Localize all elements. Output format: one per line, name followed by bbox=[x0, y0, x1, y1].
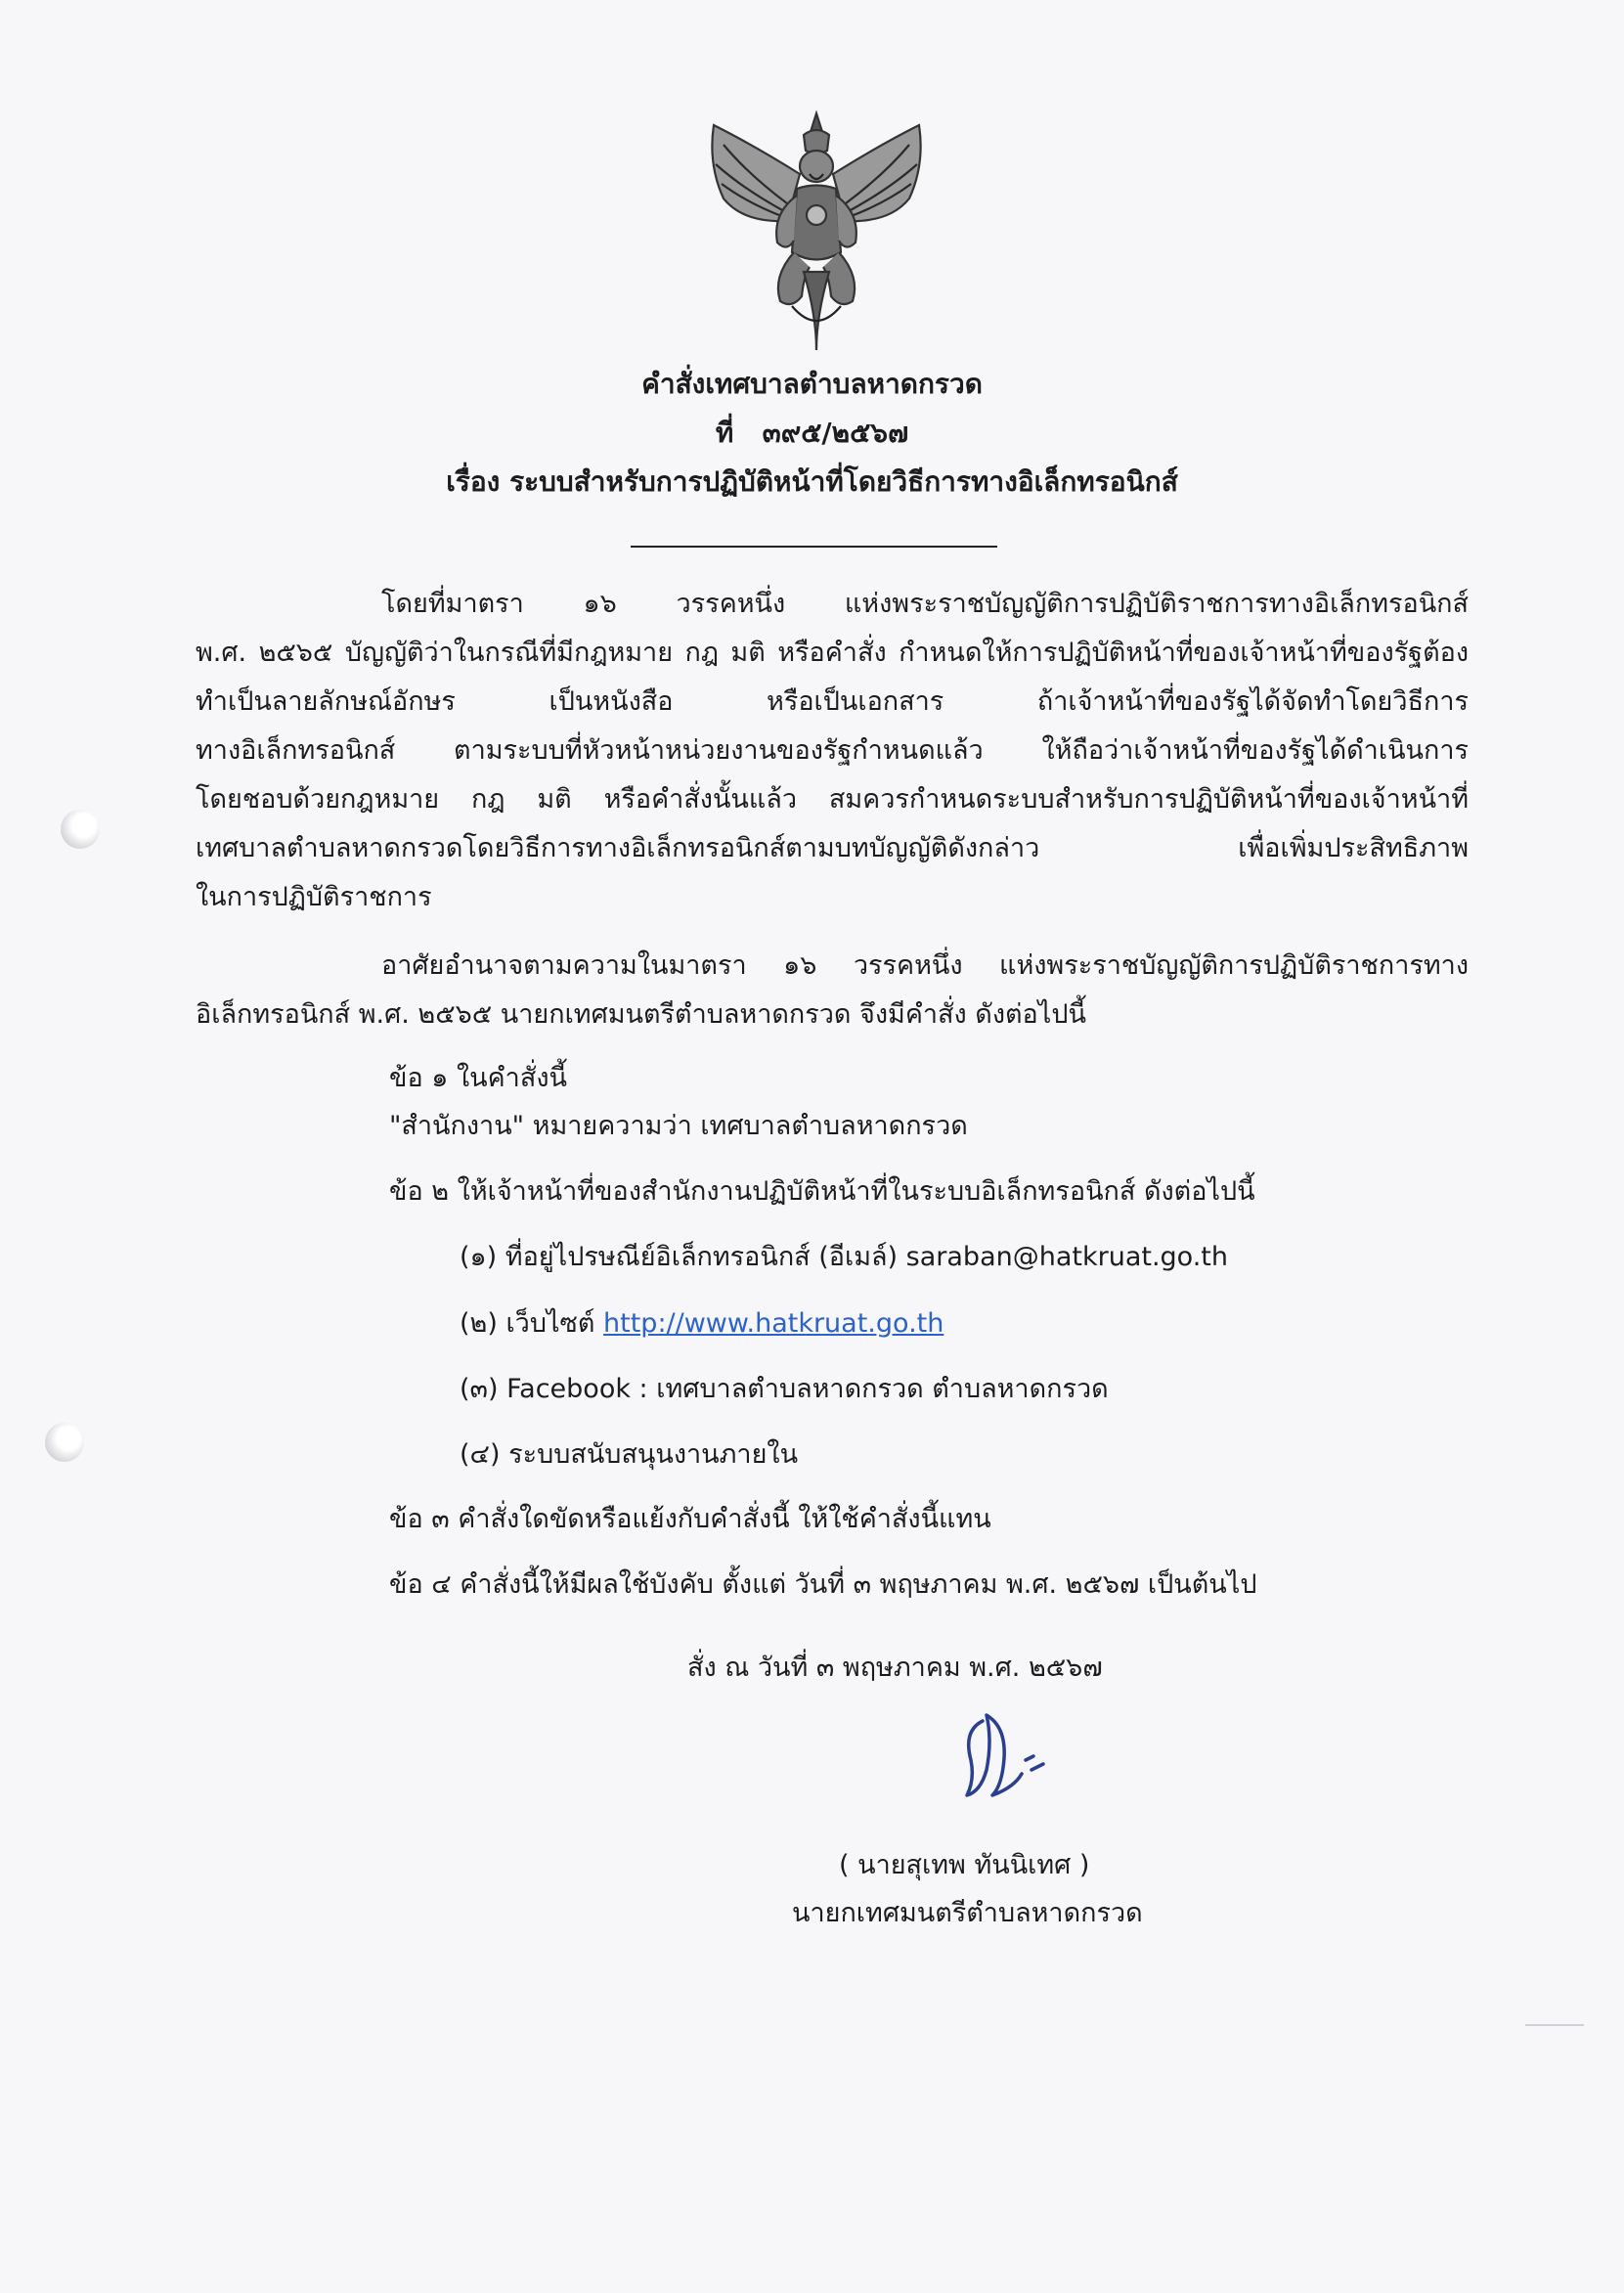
signer-title: นายกเทศมนตรีตำบลหาดกรวด bbox=[792, 1898, 1143, 1928]
clause-2-item-email: (๑) ที่อยู่ไปรษณีย์อิเล็กทรอนิกส์ (อีเมล์) saraban@hatkruat.go.th bbox=[460, 1242, 1228, 1272]
scan-mark bbox=[1525, 2024, 1584, 2026]
preamble-line: โดยที่มาตรา ๑๖ วรรคหนึ่ง แห่งพระราชบัญญัติการปฏิบัติราชการทางอิเล็กทรอนิกส์ bbox=[381, 589, 1469, 619]
preamble-line: โดยชอบด้วยกฎหมาย กฎ มติ หรือคำสั่งนั้นแล้ว สมควรกำหนดระบบสำหรับการปฏิบัติหน้าที่ของเจ้าหน้าที่ bbox=[196, 784, 1469, 815]
preamble-line: พ.ศ. ๒๕๖๕ บัญญัติว่าในกรณีที่มีกฎหมาย กฎ มติ หรือคำสั่ง กำหนดให้การปฏิบัติหน้าที่ของเจ้าหน้าที่ของรัฐต้อง bbox=[196, 638, 1469, 668]
clause-3: ข้อ ๓ คำสั่งใดขัดหรือแย้งกับคำสั่งนี้ ให้ใช้คำสั่งนี้แทน bbox=[389, 1504, 991, 1534]
order-number-prefix: ที่ bbox=[715, 417, 734, 449]
header-divider bbox=[631, 546, 997, 548]
punch-hole bbox=[45, 1423, 84, 1462]
preamble-line: เทศบาลตำบลหาดกรวดโดยวิธีการทางอิเล็กทรอนิกส์ตามบทบัญญัติดังกล่าว เพื่อเพิ่มประสิทธิภาพ bbox=[196, 833, 1469, 863]
authority-line: อิเล็กทรอนิกส์ พ.ศ. ๒๕๖๕ นายกเทศมนตรีตำบลหาดกรวด จึงมีคำสั่ง ดังต่อไปนี้ bbox=[196, 999, 1086, 1030]
clause-1-definition: "สำนักงาน" หมายความว่า เทศบาลตำบลหาดกรวด bbox=[389, 1111, 968, 1141]
clause-2-title: ข้อ ๒ ให้เจ้าหน้าที่ของสำนักงานปฏิบัติหน้าที่ในระบบอิเล็กทรอนิกส์ ดังต่อไปนี้ bbox=[389, 1176, 1255, 1207]
order-number bbox=[0, 414, 1624, 453]
order-title: คำสั่งเทศบาลตำบลหาดกรวด bbox=[641, 368, 983, 400]
clause-4: ข้อ ๔ คำสั่งนี้ให้มีผลใช้บังคับ ตั้งแต่ วันที่ ๓ พฤษภาคม พ.ศ. ๒๕๖๗ เป็นต้นไป bbox=[389, 1569, 1257, 1600]
preamble-paragraph bbox=[196, 580, 1469, 922]
preamble-line: ทำเป็นลายลักษณ์อักษร เป็นหนังสือ หรือเป็นเอกสาร ถ้าเจ้าหน้าที่ของรัฐได้จัดทำโดยวิธีการ bbox=[196, 686, 1469, 717]
authority-line: อาศัยอำนาจตามความในมาตรา ๑๖ วรรคหนึ่ง แห่งพระราชบัญญัติการปฏิบัติราชการทาง bbox=[381, 950, 1469, 981]
signer-name: ( นายสุเทพ ทันนิเทศ ) bbox=[839, 1850, 1090, 1880]
garuda-emblem-icon bbox=[694, 106, 939, 355]
clause-2-item-facebook: (๓) Facebook : เทศบาลตำบลหาดกรวด ตำบลหาดกรวด bbox=[460, 1374, 1109, 1404]
clause-2-item-internal-system: (๔) ระบบสนับสนุนงานภายใน bbox=[460, 1439, 799, 1470]
order-subject-prefix: เรื่อง bbox=[446, 465, 501, 498]
authority-paragraph bbox=[196, 942, 1469, 1039]
clause-1-title: ข้อ ๑ ในคำสั่งนี้ bbox=[389, 1063, 567, 1093]
website-link[interactable]: http://www.hatkruat.go.th bbox=[603, 1308, 944, 1339]
preamble-line: ในการปฏิบัติราชการ bbox=[196, 882, 432, 912]
order-date: สั่ง ณ วันที่ ๓ พฤษภาคม พ.ศ. ๒๕๖๗ bbox=[687, 1653, 1103, 1683]
punch-hole bbox=[61, 810, 100, 849]
order-subject-value: ระบบสำหรับการปฏิบัติหน้าที่โดยวิธีการทางอิเล็กทรอนิกส์ bbox=[509, 465, 1178, 498]
signature-icon bbox=[953, 1701, 1061, 1804]
order-subject bbox=[0, 463, 1624, 502]
website-label: (๒) เว็บไซต์ bbox=[460, 1308, 595, 1339]
order-number-value: ๓๙๕/๒๕๖๗ bbox=[762, 417, 909, 449]
preamble-line: ทางอิเล็กทรอนิกส์ ตามระบบที่หัวหน้าหน่วยงานของรัฐกำหนดแล้ว ให้ถือว่าเจ้าหน้าที่ของรัฐได้ดำเนินการ bbox=[196, 735, 1469, 766]
clause-2-item-website bbox=[460, 1304, 944, 1344]
